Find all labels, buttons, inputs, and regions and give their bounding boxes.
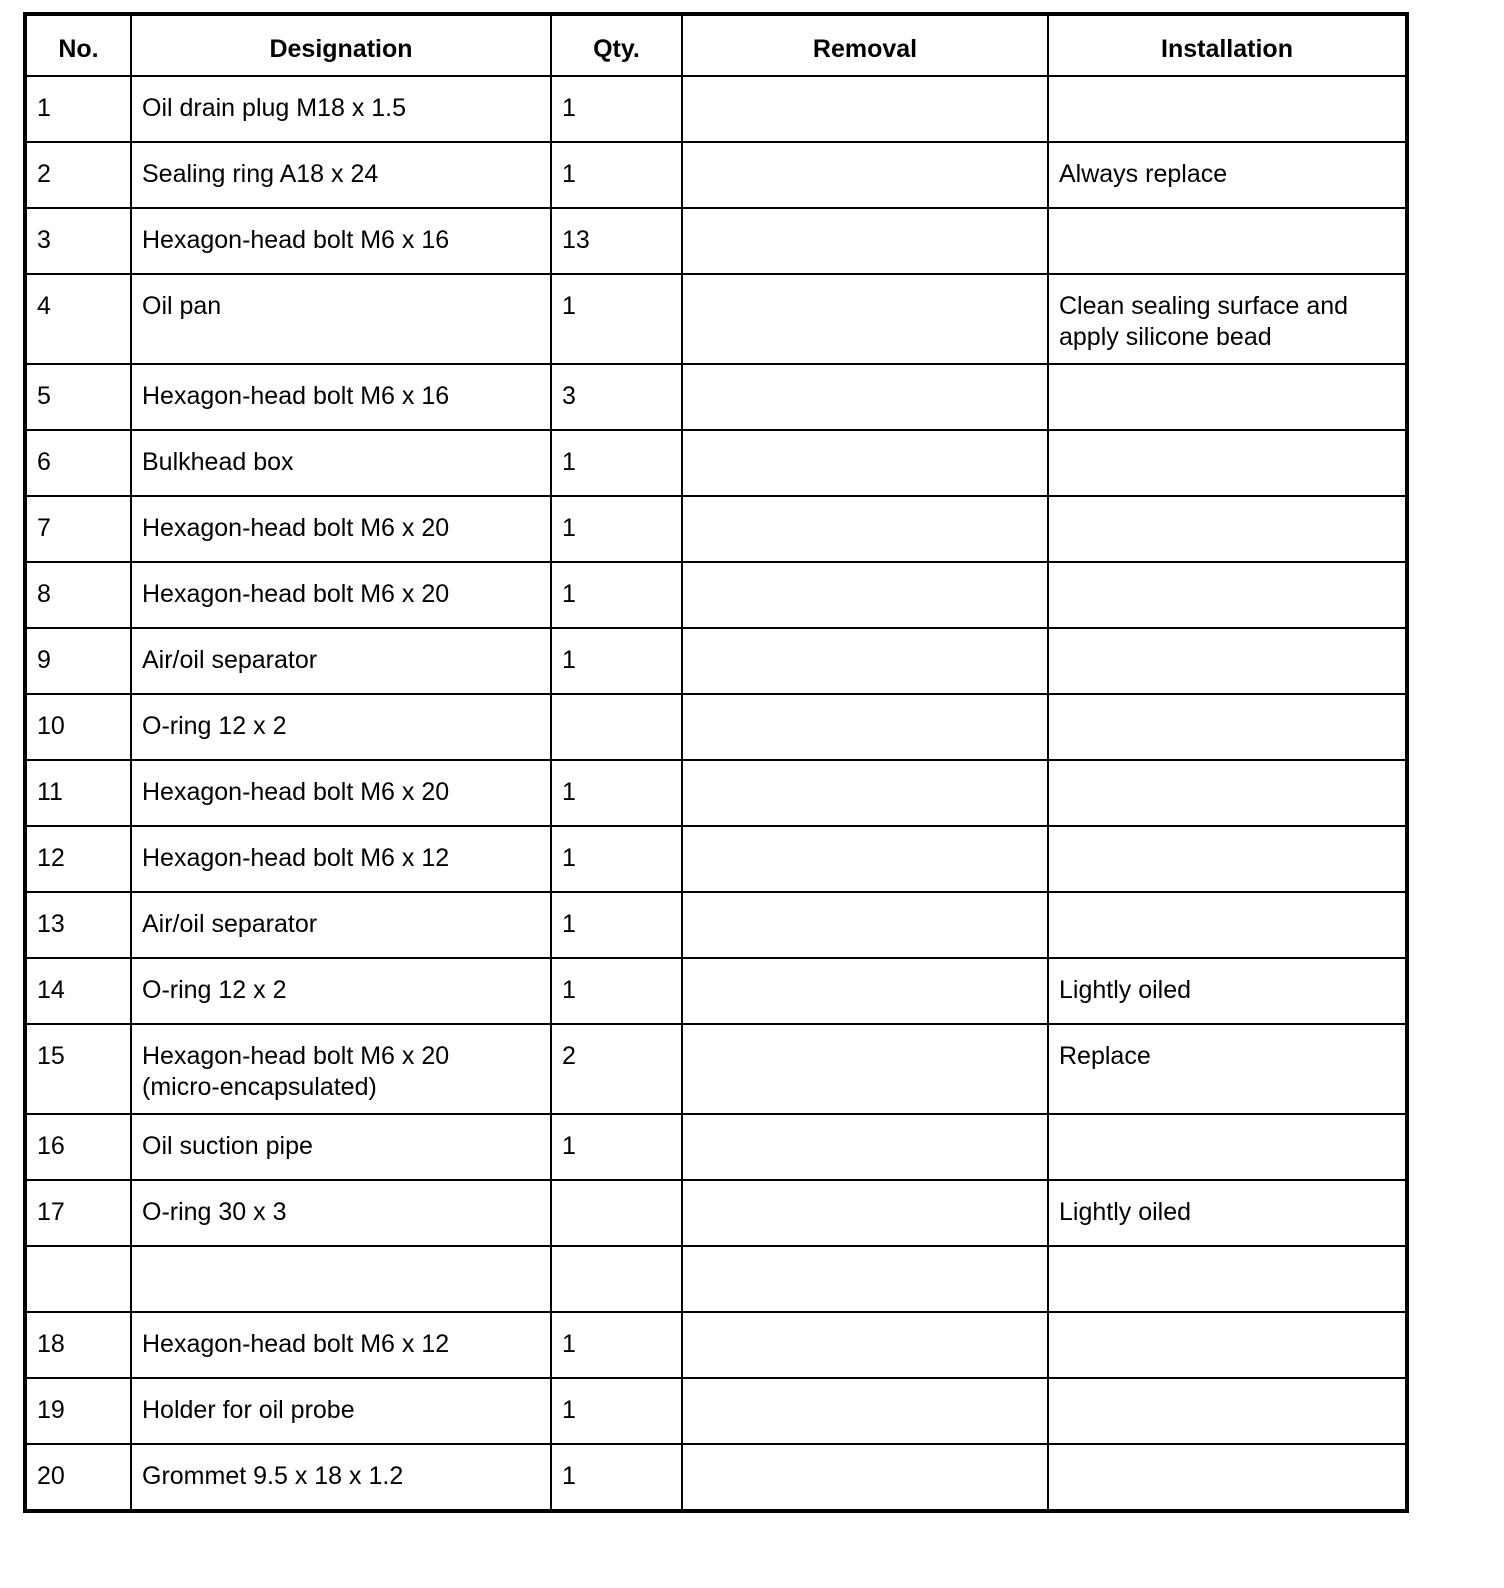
cell-no: 4 bbox=[25, 274, 131, 364]
table-row bbox=[25, 1444, 1407, 1511]
cell-qty: 1 bbox=[551, 892, 682, 958]
table-row bbox=[25, 1114, 1407, 1180]
cell-designation: Sealing ring A18 x 24 bbox=[131, 142, 551, 208]
table-row bbox=[25, 562, 1407, 628]
cell-designation: Oil pan bbox=[131, 274, 551, 364]
cell-installation bbox=[1048, 826, 1407, 892]
cell-designation: Hexagon-head bolt M6 x 20 bbox=[131, 496, 551, 562]
table-row bbox=[25, 76, 1407, 142]
cell-installation bbox=[1048, 694, 1407, 760]
table-row bbox=[25, 430, 1407, 496]
table-body bbox=[25, 76, 1407, 1511]
table-row bbox=[25, 1312, 1407, 1378]
cell-installation: Clean sealing surface and apply silicone bead bbox=[1048, 274, 1407, 364]
cell-no: 3 bbox=[25, 208, 131, 274]
table-row bbox=[25, 628, 1407, 694]
header-row bbox=[25, 14, 1407, 76]
cell-installation bbox=[1048, 1114, 1407, 1180]
cell-removal bbox=[682, 1378, 1048, 1444]
cell-installation: Always replace bbox=[1048, 142, 1407, 208]
cell-designation: Air/oil separator bbox=[131, 892, 551, 958]
cell-no: 6 bbox=[25, 430, 131, 496]
cell-installation bbox=[1048, 1378, 1407, 1444]
cell-removal bbox=[682, 1114, 1048, 1180]
cell-no: 18 bbox=[25, 1312, 131, 1378]
cell-no: 12 bbox=[25, 826, 131, 892]
table-header bbox=[25, 14, 1407, 76]
cell-no: 13 bbox=[25, 892, 131, 958]
cell-designation: O-ring 12 x 2 bbox=[131, 694, 551, 760]
cell-installation bbox=[1048, 76, 1407, 142]
table-row bbox=[25, 364, 1407, 430]
cell-removal bbox=[682, 958, 1048, 1024]
cell-installation bbox=[1048, 496, 1407, 562]
cell-qty: 1 bbox=[551, 1378, 682, 1444]
header-installation: Installation bbox=[1048, 14, 1407, 76]
cell-installation bbox=[1048, 364, 1407, 430]
cell-qty: 1 bbox=[551, 1312, 682, 1378]
cell-no: 10 bbox=[25, 694, 131, 760]
cell-designation: Hexagon-head bolt M6 x 20 bbox=[131, 562, 551, 628]
cell-installation: Replace bbox=[1048, 1024, 1407, 1114]
cell-qty: 1 bbox=[551, 958, 682, 1024]
cell-installation bbox=[1048, 892, 1407, 958]
cell-qty: 1 bbox=[551, 274, 682, 364]
header-designation: Designation bbox=[131, 14, 551, 76]
cell-no: 20 bbox=[25, 1444, 131, 1511]
cell-qty: 1 bbox=[551, 430, 682, 496]
cell-installation: Lightly oiled bbox=[1048, 958, 1407, 1024]
cell-qty: 13 bbox=[551, 208, 682, 274]
cell-removal bbox=[682, 1024, 1048, 1114]
cell-designation: Hexagon-head bolt M6 x 12 bbox=[131, 826, 551, 892]
cell-no: 7 bbox=[25, 496, 131, 562]
cell-removal bbox=[682, 760, 1048, 826]
table-row bbox=[25, 1246, 1407, 1312]
parts-table bbox=[23, 12, 1409, 1513]
cell-qty: 1 bbox=[551, 562, 682, 628]
header-no: No. bbox=[25, 14, 131, 76]
cell-designation: Hexagon-head bolt M6 x 12 bbox=[131, 1312, 551, 1378]
header-qty: Qty. bbox=[551, 14, 682, 76]
cell-qty: 1 bbox=[551, 760, 682, 826]
cell-no: 8 bbox=[25, 562, 131, 628]
cell-removal bbox=[682, 496, 1048, 562]
cell-no: 19 bbox=[25, 1378, 131, 1444]
header-removal: Removal bbox=[682, 14, 1048, 76]
cell-qty bbox=[551, 1246, 682, 1312]
cell-no: 9 bbox=[25, 628, 131, 694]
table-row bbox=[25, 208, 1407, 274]
cell-designation: Hexagon-head bolt M6 x 20 bbox=[131, 760, 551, 826]
cell-no: 1 bbox=[25, 76, 131, 142]
cell-installation bbox=[1048, 208, 1407, 274]
table-row bbox=[25, 694, 1407, 760]
cell-no: 15 bbox=[25, 1024, 131, 1114]
cell-installation bbox=[1048, 1444, 1407, 1511]
cell-designation bbox=[131, 1246, 551, 1312]
cell-designation: Grommet 9.5 x 18 x 1.2 bbox=[131, 1444, 551, 1511]
cell-no: 17 bbox=[25, 1180, 131, 1246]
cell-removal bbox=[682, 1444, 1048, 1511]
cell-designation: Holder for oil probe bbox=[131, 1378, 551, 1444]
table-row bbox=[25, 496, 1407, 562]
table-row bbox=[25, 1024, 1407, 1114]
cell-no: 14 bbox=[25, 958, 131, 1024]
cell-removal bbox=[682, 1246, 1048, 1312]
cell-designation: Oil drain plug M18 x 1.5 bbox=[131, 76, 551, 142]
cell-no bbox=[25, 1246, 131, 1312]
cell-installation bbox=[1048, 1246, 1407, 1312]
cell-removal bbox=[682, 628, 1048, 694]
cell-no: 16 bbox=[25, 1114, 131, 1180]
cell-removal bbox=[682, 826, 1048, 892]
table-row bbox=[25, 1378, 1407, 1444]
cell-qty: 3 bbox=[551, 364, 682, 430]
cell-removal bbox=[682, 1180, 1048, 1246]
cell-designation: Hexagon-head bolt M6 x 20 (micro-encapsulated) bbox=[131, 1024, 551, 1114]
cell-removal bbox=[682, 1312, 1048, 1378]
cell-installation: Lightly oiled bbox=[1048, 1180, 1407, 1246]
cell-qty: 1 bbox=[551, 1444, 682, 1511]
cell-designation: O-ring 30 x 3 bbox=[131, 1180, 551, 1246]
cell-qty: 1 bbox=[551, 1114, 682, 1180]
table-row bbox=[25, 826, 1407, 892]
cell-no: 5 bbox=[25, 364, 131, 430]
cell-installation bbox=[1048, 628, 1407, 694]
cell-qty bbox=[551, 694, 682, 760]
cell-removal bbox=[682, 274, 1048, 364]
cell-removal bbox=[682, 208, 1048, 274]
cell-designation: Hexagon-head bolt M6 x 16 bbox=[131, 364, 551, 430]
table-row bbox=[25, 142, 1407, 208]
cell-installation bbox=[1048, 562, 1407, 628]
table-row bbox=[25, 1180, 1407, 1246]
cell-removal bbox=[682, 562, 1048, 628]
cell-removal bbox=[682, 76, 1048, 142]
cell-designation: O-ring 12 x 2 bbox=[131, 958, 551, 1024]
cell-qty: 1 bbox=[551, 826, 682, 892]
cell-removal bbox=[682, 142, 1048, 208]
table-row bbox=[25, 958, 1407, 1024]
cell-installation bbox=[1048, 1312, 1407, 1378]
cell-removal bbox=[682, 892, 1048, 958]
cell-qty: 2 bbox=[551, 1024, 682, 1114]
cell-designation: Oil suction pipe bbox=[131, 1114, 551, 1180]
cell-no: 11 bbox=[25, 760, 131, 826]
cell-removal bbox=[682, 694, 1048, 760]
cell-removal bbox=[682, 430, 1048, 496]
cell-installation bbox=[1048, 430, 1407, 496]
cell-qty: 1 bbox=[551, 76, 682, 142]
cell-no: 2 bbox=[25, 142, 131, 208]
table-row bbox=[25, 274, 1407, 364]
cell-qty: 1 bbox=[551, 496, 682, 562]
cell-designation: Hexagon-head bolt M6 x 16 bbox=[131, 208, 551, 274]
table-row bbox=[25, 760, 1407, 826]
cell-qty: 1 bbox=[551, 628, 682, 694]
cell-designation: Air/oil separator bbox=[131, 628, 551, 694]
cell-installation bbox=[1048, 760, 1407, 826]
cell-designation: Bulkhead box bbox=[131, 430, 551, 496]
cell-qty: 1 bbox=[551, 142, 682, 208]
cell-removal bbox=[682, 364, 1048, 430]
cell-qty bbox=[551, 1180, 682, 1246]
table-row bbox=[25, 892, 1407, 958]
